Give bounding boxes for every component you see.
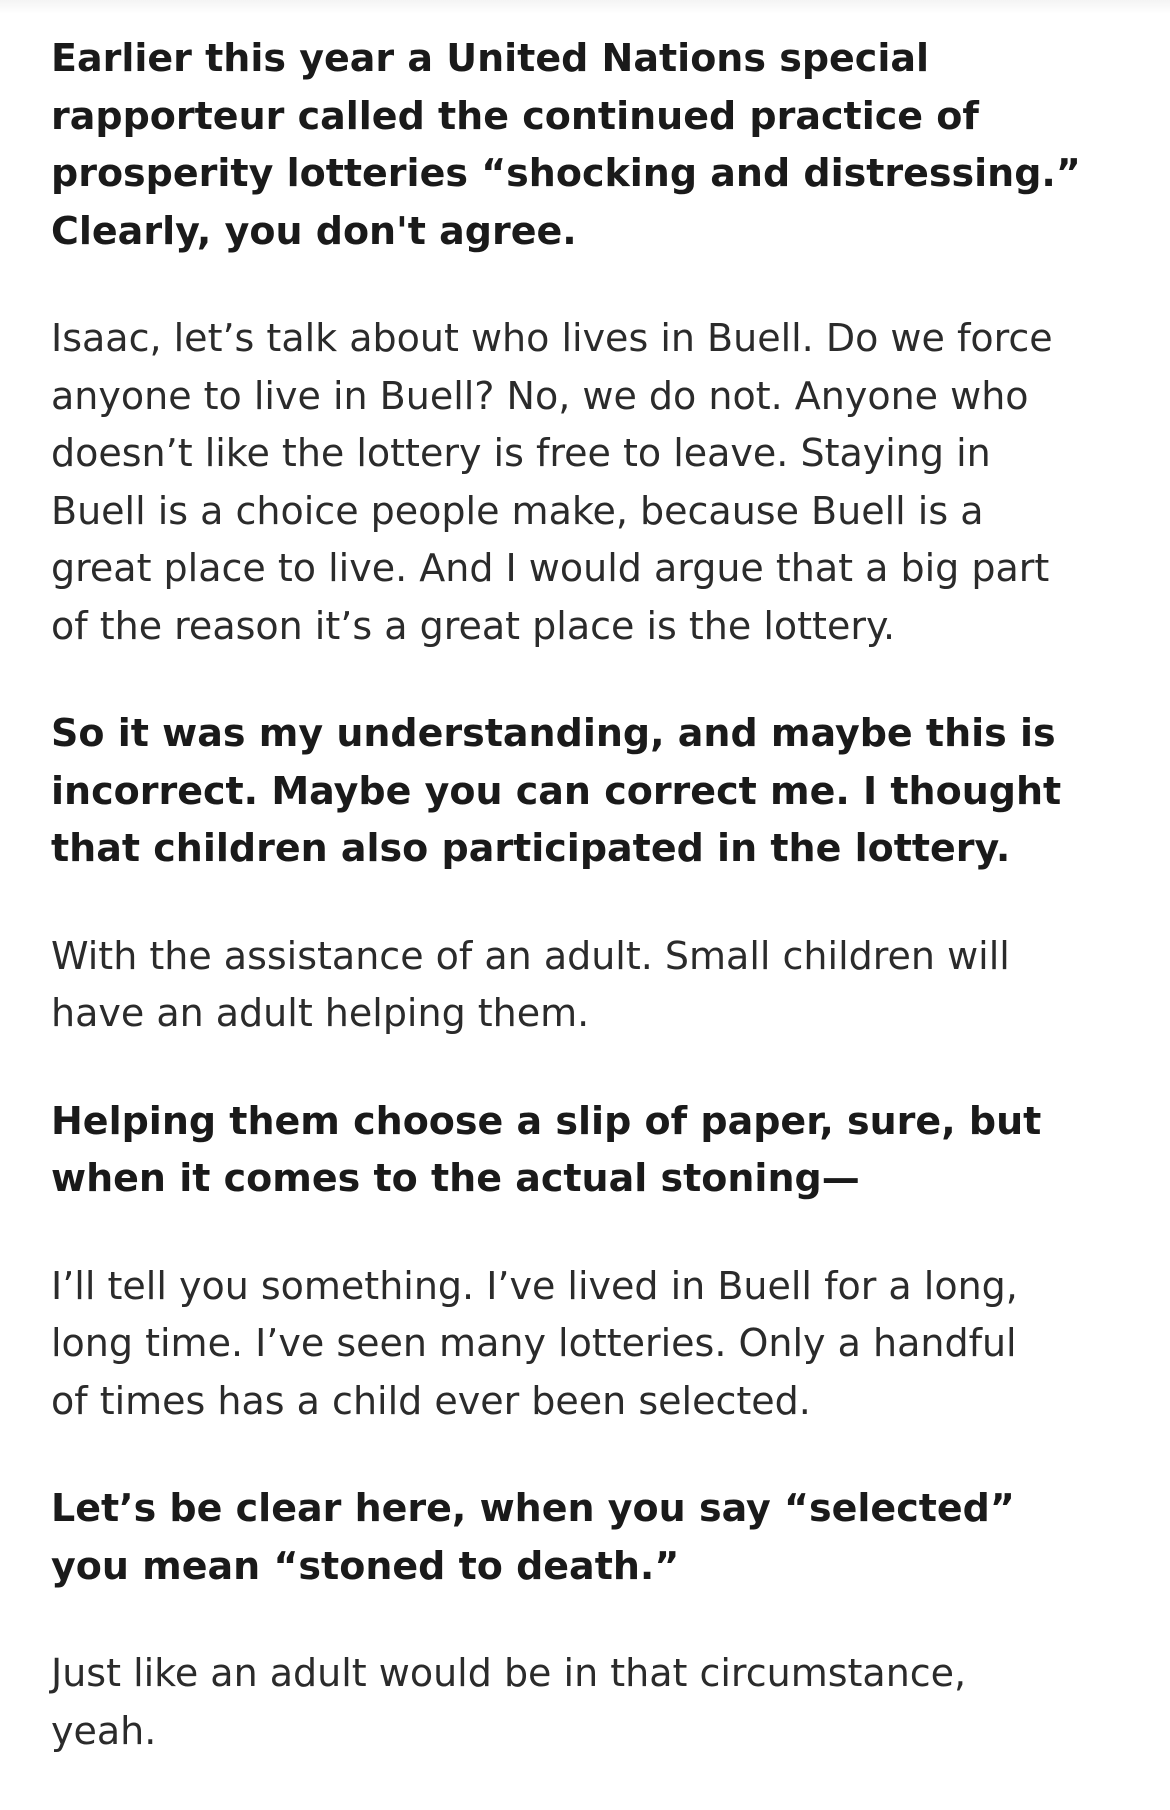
text-line: yeah. bbox=[51, 1708, 157, 1753]
text-line: I’ll tell you something. I’ve lived in Buell for a long, bbox=[51, 1263, 1018, 1308]
interviewee-answer bbox=[51, 310, 1141, 655]
interviewee-answer bbox=[51, 1645, 1141, 1760]
text-line: Helping them choose a slip of paper, sure, but bbox=[51, 1098, 1042, 1143]
text-line: of the reason it’s a great place is the lottery. bbox=[51, 603, 896, 648]
text-line: anyone to live in Buell? No, we do not. Anyone who bbox=[51, 373, 1029, 418]
interviewee-answer bbox=[51, 928, 1141, 1043]
top-edge-shadow bbox=[0, 0, 1170, 14]
text-line: that children also participated in the lottery. bbox=[51, 826, 1011, 870]
text-line: of times has a child ever been selected. bbox=[51, 1378, 811, 1423]
text-line: great place to live. And I would argue that a big part bbox=[51, 546, 1050, 590]
text-line: Isaac, let’s talk about who lives in Buell. Do we force bbox=[51, 316, 1053, 360]
text-line: when it comes to the actual stoning— bbox=[51, 1156, 860, 1200]
text-line: have an adult helping them. bbox=[51, 991, 590, 1035]
text-line: So it was my understanding, and maybe this is bbox=[51, 711, 1056, 755]
text-line: prosperity lotteries “shocking and distressing.” bbox=[51, 151, 1081, 195]
text-line: Just like an adult would be in that circumstance, bbox=[51, 1651, 967, 1695]
text-line: long time. I’ve seen many lotteries. Only a handful bbox=[51, 1321, 1017, 1365]
text-line: you mean “stoned to death.” bbox=[51, 1543, 680, 1588]
interviewee-answer bbox=[51, 1258, 1141, 1431]
interviewer-question bbox=[51, 1480, 1141, 1595]
text-line: With the assistance of an adult. Small children will bbox=[51, 933, 1010, 978]
text-line: rapporteur called the continued practice of bbox=[51, 93, 979, 138]
interviewer-question bbox=[51, 30, 1141, 260]
text-line: doesn’t like the lottery is free to leave. Staying in bbox=[51, 431, 991, 475]
interviewer-question bbox=[51, 705, 1141, 878]
text-line: Let’s be clear here, when you say “selected” bbox=[51, 1486, 1015, 1530]
interviewer-question bbox=[51, 1093, 1141, 1208]
text-line: incorrect. Maybe you can correct me. I thought bbox=[51, 768, 1062, 813]
interview-article bbox=[51, 30, 1141, 1810]
text-line: Earlier this year a United Nations special bbox=[51, 36, 930, 80]
text-line: Buell is a choice people make, because Buell is a bbox=[51, 488, 984, 533]
text-line: Clearly, you don't agree. bbox=[51, 208, 577, 253]
